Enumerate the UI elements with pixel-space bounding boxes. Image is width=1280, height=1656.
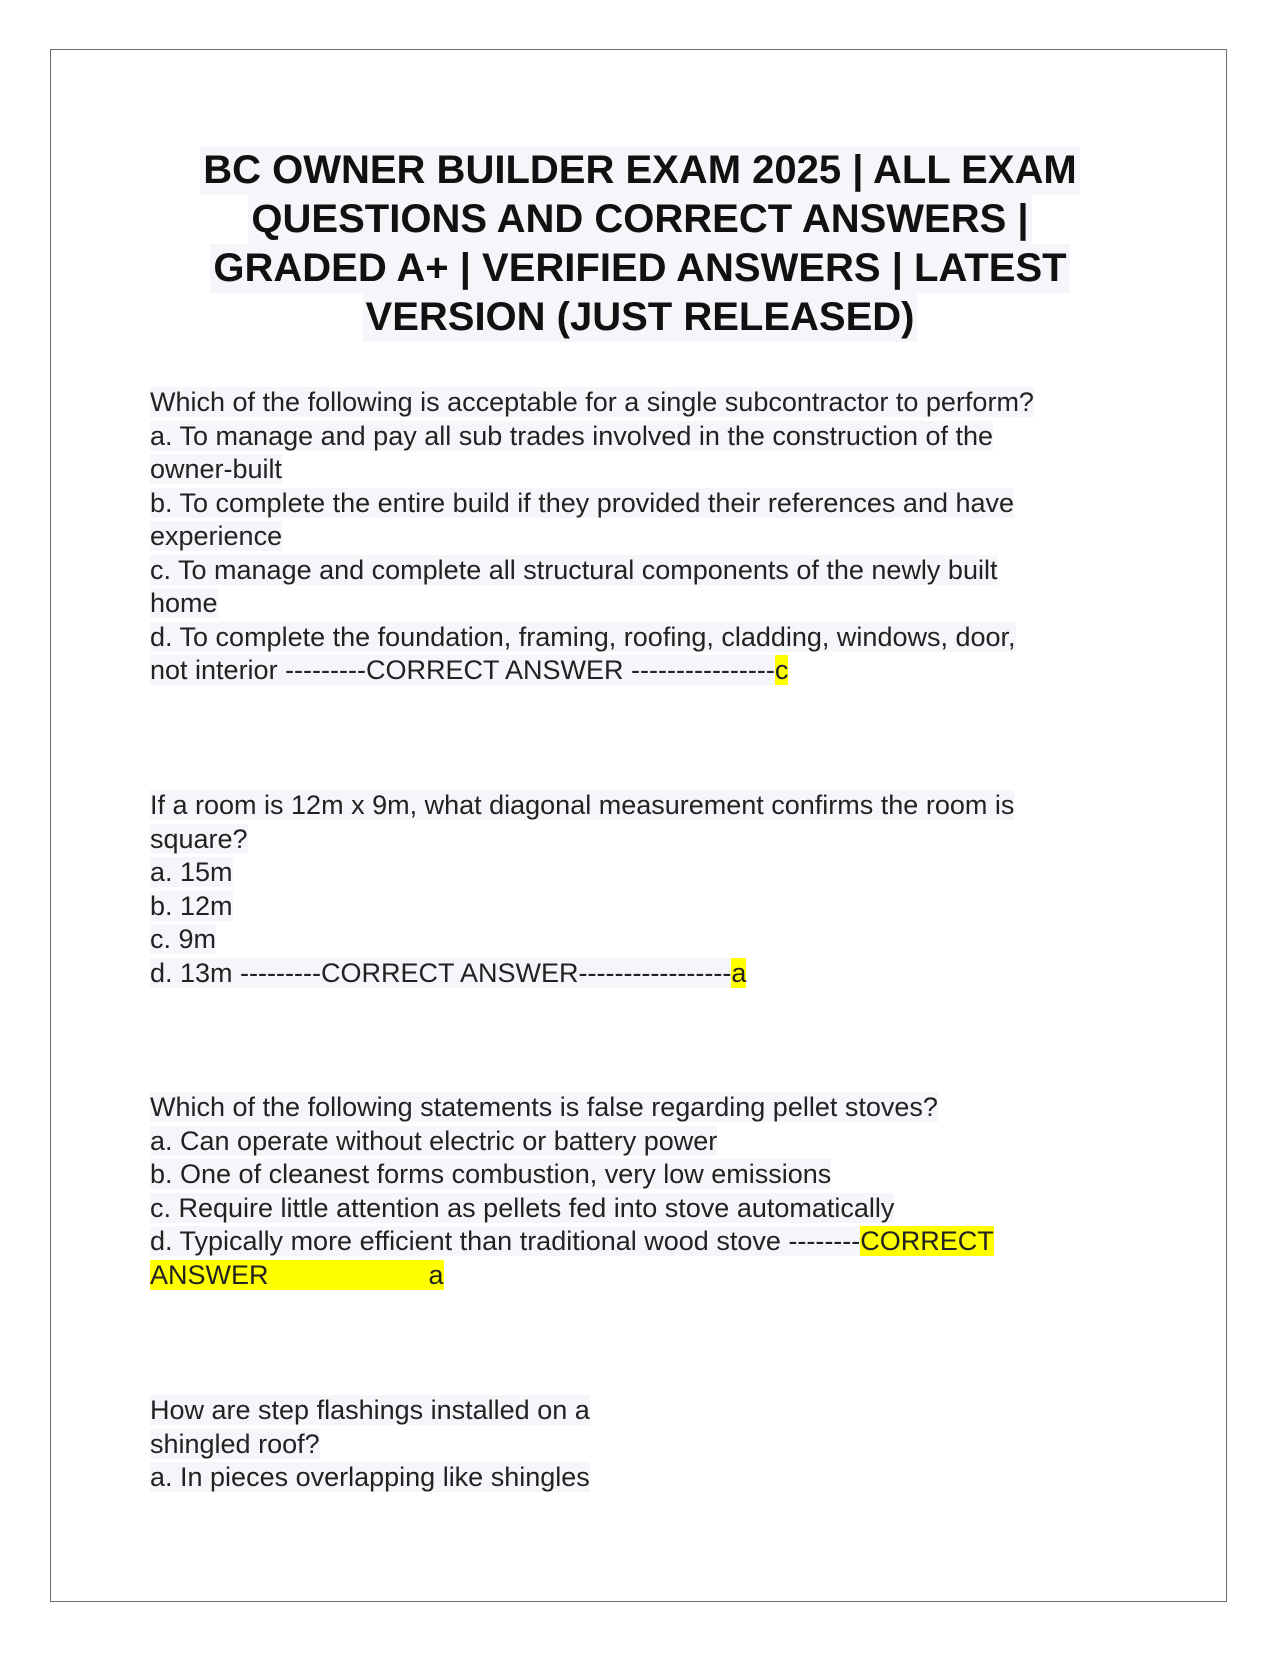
question-block-1 xyxy=(150,386,1110,688)
question-block-3 xyxy=(150,1091,1110,1292)
option-line: c. 9m xyxy=(150,924,217,954)
option-line: a. To manage and pay all sub trades involved in the construction of the xyxy=(150,420,994,451)
title-line: GRADED A+ | VERIFIED ANSWERS | LATEST xyxy=(210,244,1069,293)
question-text: square? xyxy=(150,823,248,854)
title-line: VERSION (JUST RELEASED) xyxy=(363,293,918,342)
title-line: QUESTIONS AND CORRECT ANSWERS | xyxy=(248,195,1031,244)
option-line: a. Can operate without electric or battery power xyxy=(150,1125,718,1156)
option-line: b. 12m xyxy=(150,890,233,921)
option-line: b. One of cleanest forms combustion, very low emissions xyxy=(150,1159,832,1189)
document-title xyxy=(150,146,1130,342)
option-line: c. To manage and complete all structural components of the newly built xyxy=(150,554,998,585)
correct-answer-highlight: a xyxy=(731,957,747,988)
question-text: Which of the following statements is false regarding pellet stoves? xyxy=(150,1092,938,1122)
option-line: a. 15m xyxy=(150,857,233,887)
option-line: home xyxy=(150,588,218,618)
option-line: d. To complete the foundation, framing, roofing, cladding, windows, door, xyxy=(150,621,1016,652)
correct-answer-label: CORRECT xyxy=(860,1226,994,1256)
answer-line: d. 13m ---------CORRECT ANSWER-----------------a xyxy=(150,957,747,988)
correct-answer-highlight: c xyxy=(774,655,789,685)
title-line: BC OWNER BUILDER EXAM 2025 | ALL EXAM xyxy=(200,146,1080,195)
answer-line xyxy=(150,1259,1110,1293)
option-line: owner-built xyxy=(150,454,283,484)
answer-line: not interior ---------CORRECT ANSWER ----------------c xyxy=(150,655,789,685)
question-text: Which of the following is acceptable for a single subcontractor to perform? xyxy=(150,387,1034,417)
question-text: If a room is 12m x 9m, what diagonal measurement confirms the room is xyxy=(150,790,1015,820)
correct-answer-highlight: ANSWER a xyxy=(150,1259,444,1290)
question-text: shingled roof? xyxy=(150,1428,320,1459)
option-line: b. To complete the entire build if they provided their references and have xyxy=(150,487,1015,518)
question-block-4 xyxy=(150,1394,1110,1495)
question-block-2 xyxy=(150,789,1110,990)
option-line: experience xyxy=(150,521,283,551)
answer-line: d. Typically more efficient than traditional wood stove --------CORRECT xyxy=(150,1226,994,1256)
option-line: c. Require little attention as pellets fed into stove automatically xyxy=(150,1192,895,1223)
option-line: a. In pieces overlapping like shingles xyxy=(150,1462,590,1492)
question-text: How are step flashings installed on a xyxy=(150,1395,590,1425)
